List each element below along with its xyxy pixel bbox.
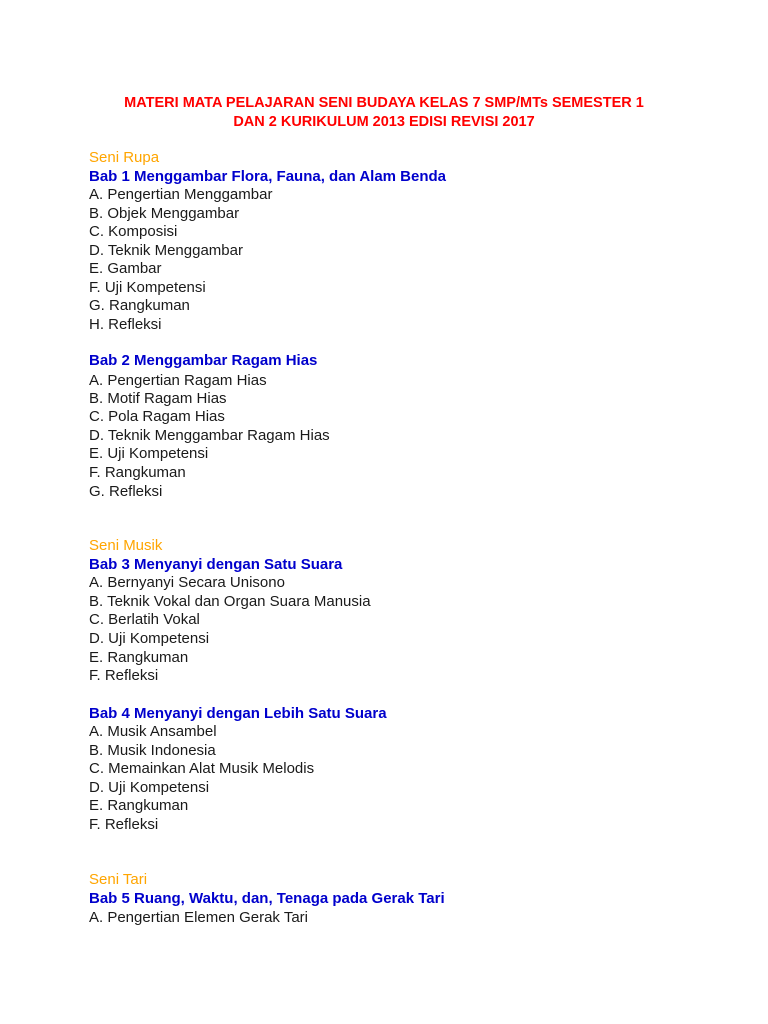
list-item: E. Rangkuman [89,649,189,666]
list-item: D. Teknik Menggambar [89,242,243,259]
chapter-title: Bab 4 Menyanyi dengan Lebih Satu Suara [89,705,387,722]
list-item: G. Rangkuman [89,297,190,314]
list-item: A. Musik Ansambel [89,723,217,740]
list-item: A. Bernyanyi Secara Unisono [89,574,285,591]
list-item: E. Rangkuman [89,797,189,814]
list-item: F. Rangkuman [89,464,186,481]
list-item: D. Teknik Menggambar Ragam Hias [89,427,330,444]
chapter-title: Bab 2 Menggambar Ragam Hias [89,352,318,369]
list-item: H. Refleksi [89,316,162,333]
list-item: B. Motif Ragam Hias [89,390,227,407]
section-heading-seni-rupa: Seni Rupa [89,149,160,166]
list-item: D. Uji Kompetensi [89,779,210,796]
chapter-title: Bab 5 Ruang, Waktu, dan, Tenaga pada Gerak Tari [89,890,445,907]
list-item: B. Objek Menggambar [89,205,240,222]
list-item: B. Teknik Vokal dan Organ Suara Manusia [89,593,371,610]
list-item: C. Berlatih Vokal [89,611,200,628]
list-item: F. Refleksi [89,667,159,684]
chapter-title: Bab 1 Menggambar Flora, Fauna, dan Alam Benda [89,168,447,185]
list-item: F. Refleksi [89,816,159,833]
list-item: D. Uji Kompetensi [89,630,210,647]
list-item: C. Pola Ragam Hias [89,408,225,425]
title-line-1: MATERI MATA PELAJARAN SENI BUDAYA KELAS 7 SMP/MTs SEMESTER 1 [124,95,644,111]
document-title [60,94,708,132]
list-item: C. Komposisi [89,223,178,240]
title-line-2: DAN 2 KURIKULUM 2013 EDISI REVISI 2017 [233,114,535,130]
list-item: A. Pengertian Menggambar [89,186,273,203]
list-item: F. Uji Kompetensi [89,279,206,296]
list-item: A. Pengertian Elemen Gerak Tari [89,909,309,926]
list-item: E. Uji Kompetensi [89,445,209,462]
list-item: B. Musik Indonesia [89,742,216,759]
section-heading-seni-musik: Seni Musik [89,537,163,554]
section-heading-seni-tari: Seni Tari [89,871,148,888]
list-item: A. Pengertian Ragam Hias [89,372,267,389]
chapter-title: Bab 3 Menyanyi dengan Satu Suara [89,556,343,573]
list-item: E. Gambar [89,260,162,277]
list-item: C. Memainkan Alat Musik Melodis [89,760,315,777]
list-item: G. Refleksi [89,483,163,500]
